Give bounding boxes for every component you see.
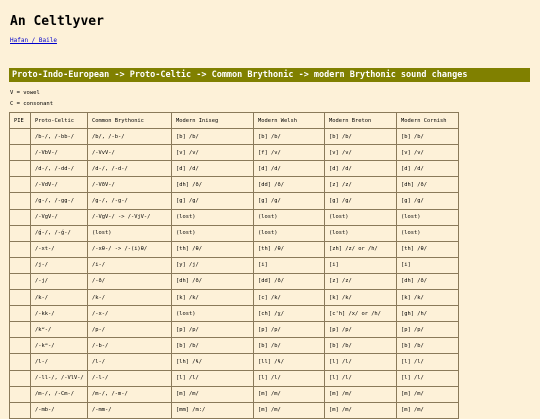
table-cell: (lost): [172, 209, 254, 225]
table-cell: [l] /l/: [397, 370, 459, 386]
table-cell: /-VðV-/: [88, 177, 172, 193]
table-cell: [th] /θ/: [397, 241, 459, 257]
table-cell: (lost): [254, 209, 325, 225]
table-cell: [i]: [325, 257, 397, 273]
table-cell: [m] /m/: [397, 386, 459, 402]
table-cell: (lost): [325, 209, 397, 225]
table-cell: [th] /θ/: [254, 241, 325, 257]
table-cell: [l] /l/: [325, 354, 397, 370]
table-cell: [g] /g/: [325, 193, 397, 209]
table-row: [10, 225, 459, 241]
table-cell: [l] /l/: [254, 370, 325, 386]
table-cell: [10, 241, 31, 257]
table-cell: [10, 161, 31, 177]
table-cell: [10, 306, 31, 322]
table-cell: [m] /m/: [325, 386, 397, 402]
table-cell: [dh] /ð/: [172, 177, 254, 193]
table-cell: /d-/, /-d-/: [88, 161, 172, 177]
table-cell: /ǵ-/, /-ǵ-/: [31, 225, 88, 241]
table-cell: [d] /d/: [325, 161, 397, 177]
table-cell: [dd] /ð/: [254, 273, 325, 289]
header-pie: PIE: [10, 113, 31, 129]
table-cell: /-j/: [31, 273, 88, 289]
table-cell: [10, 193, 31, 209]
table-cell: [zh] /z/ or /h/: [325, 241, 397, 257]
table-cell: [10, 386, 31, 402]
table-cell: [10, 225, 31, 241]
table-cell: [ll] /ɬ/: [254, 354, 325, 370]
table-cell: (lost): [172, 225, 254, 241]
table-row: [10, 257, 459, 273]
table-cell: [10, 370, 31, 386]
table-row: [10, 273, 459, 289]
table-cell: /i-/: [88, 257, 172, 273]
table-cell: (lost): [397, 225, 459, 241]
table-cell: [d] /d/: [254, 161, 325, 177]
table-cell: /-xθ-/ -> /-(i)θ/: [88, 241, 172, 257]
table-cell: [10, 402, 31, 418]
table-cell: [c'h] /x/ or /h/: [325, 306, 397, 322]
section-heading: Proto-Indo-European -> Proto-Celtic -> Common Brythonic -> modern Brythonic sound changes: [9, 68, 530, 82]
table-cell: (lost): [397, 209, 459, 225]
table-cell: [dh] /ð/: [172, 273, 254, 289]
table-cell: /-ll-/, /-VlV-/: [31, 370, 88, 386]
table-row: [10, 402, 459, 418]
header-common-brythonic: Common Brythonic: [88, 113, 172, 129]
table-cell: [m] /m/: [397, 402, 459, 418]
table-cell: [f] /v/: [254, 145, 325, 161]
table-row: [10, 386, 459, 402]
table-cell: [ch] /χ/: [254, 306, 325, 322]
table-cell: /-VgV-/: [31, 209, 88, 225]
table-cell: [p] /p/: [254, 322, 325, 338]
table-cell: [z] /z/: [325, 273, 397, 289]
table-cell: /p-/: [88, 322, 172, 338]
table-cell: /l-/: [88, 354, 172, 370]
table-cell: /b-/, /-bb-/: [31, 129, 88, 145]
table-cell: [mm] /m:/: [172, 402, 254, 418]
table-row: [10, 145, 459, 161]
table-cell: [b] /b/: [397, 129, 459, 145]
table-cell: [i]: [397, 257, 459, 273]
table-cell: /kʷ-/: [31, 322, 88, 338]
table-cell: [lh] /ɬ/: [172, 354, 254, 370]
table-cell: /m-/, /-Cm-/: [31, 386, 88, 402]
table-cell: [th] /θ/: [172, 241, 254, 257]
table-cell: [c] /k/: [254, 290, 325, 306]
table-row: [10, 370, 459, 386]
table-cell: [p] /p/: [325, 322, 397, 338]
table-cell: /-x-/: [88, 306, 172, 322]
table-cell: [v] /v/: [172, 145, 254, 161]
table-cell: [m] /m/: [254, 402, 325, 418]
table-cell: /-l-/: [88, 370, 172, 386]
table-row: [10, 193, 459, 209]
table-row: [10, 129, 459, 145]
table-cell: [g] /g/: [172, 193, 254, 209]
note-vowel: V = vowel: [10, 90, 40, 96]
table-cell: [k] /k/: [397, 290, 459, 306]
table-row: [10, 241, 459, 257]
table-cell: /-kʷ-/: [31, 338, 88, 354]
table-cell: [k] /k/: [325, 290, 397, 306]
table-row: [10, 290, 459, 306]
table-cell: /-mm-/: [88, 402, 172, 418]
site-title: An Celtlyver: [10, 14, 104, 29]
table-cell: [10, 257, 31, 273]
table-cell: [10, 145, 31, 161]
header-modern-iniseg: Modern Iniseg: [172, 113, 254, 129]
table-cell: [10, 290, 31, 306]
table-cell: /-mb-/: [31, 402, 88, 418]
table-cell: [y] /j/: [172, 257, 254, 273]
table-cell: [b] /b/: [172, 129, 254, 145]
table-row: [10, 161, 459, 177]
table-cell: [p] /p/: [397, 322, 459, 338]
table-cell: [v] /v/: [397, 145, 459, 161]
table-cell: (lost): [172, 306, 254, 322]
table-cell: /-VdV-/: [31, 177, 88, 193]
table-cell: [b] /b/: [325, 129, 397, 145]
table-cell: /m-/, /-m-/: [88, 386, 172, 402]
table-cell: [b] /b/: [254, 338, 325, 354]
header-proto-celtic: Proto-Celtic: [31, 113, 88, 129]
table-cell: [v] /v/: [325, 145, 397, 161]
header-modern-cornish: Modern Cornish: [397, 113, 459, 129]
table-cell: [10, 322, 31, 338]
table-cell: /g-/, /-g-/: [88, 193, 172, 209]
table-cell: [dd] /ð/: [254, 177, 325, 193]
table-row: [10, 209, 459, 225]
table-cell: (lost): [325, 225, 397, 241]
table-cell: [10, 209, 31, 225]
table-cell: [dh] /ð/: [397, 177, 459, 193]
table-cell: /d-/, /-dd-/: [31, 161, 88, 177]
table-cell: [gh] /h/: [397, 306, 459, 322]
table-cell: /-xt-/: [31, 241, 88, 257]
table-cell: [b] /b/: [397, 338, 459, 354]
table-cell: [10, 273, 31, 289]
table-cell: [g] /g/: [254, 193, 325, 209]
table-cell: [m] /m/: [325, 402, 397, 418]
table-cell: /-kk-/: [31, 306, 88, 322]
table-cell: [b] /b/: [254, 129, 325, 145]
table-cell: /-VgV-/ -> /-VjV-/: [88, 209, 172, 225]
home-link[interactable]: Hafan / Baile: [10, 37, 57, 44]
table-row: [10, 338, 459, 354]
table-cell: [10, 177, 31, 193]
table-row: [10, 177, 459, 193]
table-cell: /j-/: [31, 257, 88, 273]
sound-changes-table: [9, 112, 459, 419]
table-cell: [10, 129, 31, 145]
table-cell: [z] /z/: [325, 177, 397, 193]
table-cell: [k] /k/: [172, 290, 254, 306]
table-cell: [p] /p/: [172, 322, 254, 338]
table-row: [10, 354, 459, 370]
table-cell: [d] /d/: [172, 161, 254, 177]
table-cell: [dh] /ð/: [397, 273, 459, 289]
table-cell: /-VbV-/: [31, 145, 88, 161]
table-cell: [b] /b/: [325, 338, 397, 354]
table-cell: [l] /l/: [397, 354, 459, 370]
header-modern-welsh: Modern Welsh: [254, 113, 325, 129]
table-cell: [l] /l/: [325, 370, 397, 386]
table-cell: [i]: [254, 257, 325, 273]
table-row: [10, 306, 459, 322]
table-cell: [d] /d/: [397, 161, 459, 177]
table-cell: /b/, /-b-/: [88, 129, 172, 145]
table-cell: [g] /g/: [397, 193, 459, 209]
note-consonant: C = consonant: [10, 101, 54, 107]
table-cell: [m] /m/: [254, 386, 325, 402]
table-cell: [10, 338, 31, 354]
table-cell: [m] /m/: [172, 386, 254, 402]
table-cell: /-VvV-/: [88, 145, 172, 161]
table-cell: /g-/, /-gg-/: [31, 193, 88, 209]
table-cell: (lost): [88, 225, 172, 241]
table-cell: /k-/: [31, 290, 88, 306]
table-header-row: [10, 113, 459, 129]
table-cell: /-ð/: [88, 273, 172, 289]
table-cell: /l-/: [31, 354, 88, 370]
table-cell: /-b-/: [88, 338, 172, 354]
table-cell: /k-/: [88, 290, 172, 306]
table-row: [10, 322, 459, 338]
table-cell: (lost): [254, 225, 325, 241]
header-modern-breton: Modern Breton: [325, 113, 397, 129]
table-cell: [10, 354, 31, 370]
table-cell: [b] /b/: [172, 338, 254, 354]
table-cell: [l] /l/: [172, 370, 254, 386]
